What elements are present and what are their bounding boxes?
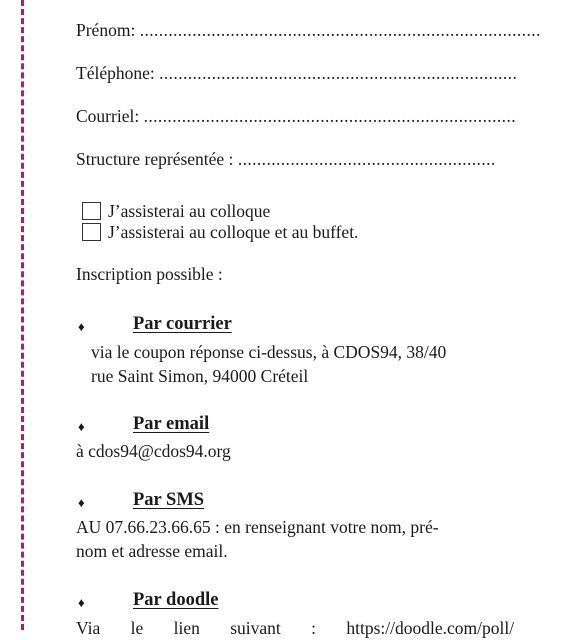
courrier-line-1: via le coupon réponse ci-dessus, à CDOS94, 38/40 <box>91 342 447 362</box>
checkbox-buffet[interactable] <box>82 223 101 241</box>
bullet-icon: ♦ <box>78 495 85 510</box>
prenom-label: Prénom: <box>76 20 136 40</box>
email-line[interactable]: à cdos94@cdos94.org <box>76 441 231 461</box>
doodle-line[interactable]: Via le lien suivant : https://doodle.com/poll/ <box>76 618 515 638</box>
checkbox-colloque[interactable] <box>82 202 101 220</box>
sms-line-2: nom et adresse email. <box>76 541 228 561</box>
prenom-field[interactable] <box>76 19 541 41</box>
prenom-dots: .................................................................................... <box>139 20 541 40</box>
inscription-title: Inscription possible : <box>76 264 223 284</box>
sms-line-1: AU 07.66.23.66.65 : en renseignant votre nom, pré- <box>76 517 439 537</box>
structure-label: Structure représentée : <box>76 149 234 169</box>
cut-line <box>21 0 24 630</box>
checkbox-colloque-row[interactable] <box>82 201 270 221</box>
courriel-label: Courriel: <box>76 106 140 126</box>
heading-email: Par email <box>133 414 210 434</box>
telephone-label: Téléphone: <box>76 63 155 83</box>
courriel-field[interactable] <box>76 105 516 127</box>
bullet-icon: ♦ <box>78 419 85 434</box>
checkbox-colloque-label: J’assisterai au colloque <box>108 201 271 221</box>
structure-dots: ...................................................... <box>237 149 496 169</box>
courriel-dots: .............................................................................. <box>143 106 517 126</box>
bullet-icon: ♦ <box>78 319 85 334</box>
checkbox-buffet-row[interactable] <box>82 222 358 242</box>
bullet-icon: ♦ <box>78 595 85 610</box>
checkbox-buffet-label: J’assisterai au colloque et au buffet. <box>108 222 359 242</box>
heading-doodle: Par doodle <box>133 590 219 610</box>
heading-courrier: Par courrier <box>133 314 232 334</box>
telephone-field[interactable] <box>76 62 517 84</box>
heading-sms: Par SMS <box>133 490 205 510</box>
telephone-dots: ........................................................................... <box>159 63 518 83</box>
courrier-line-2: rue Saint Simon, 94000 Créteil <box>91 366 309 386</box>
structure-field[interactable] <box>76 148 496 170</box>
